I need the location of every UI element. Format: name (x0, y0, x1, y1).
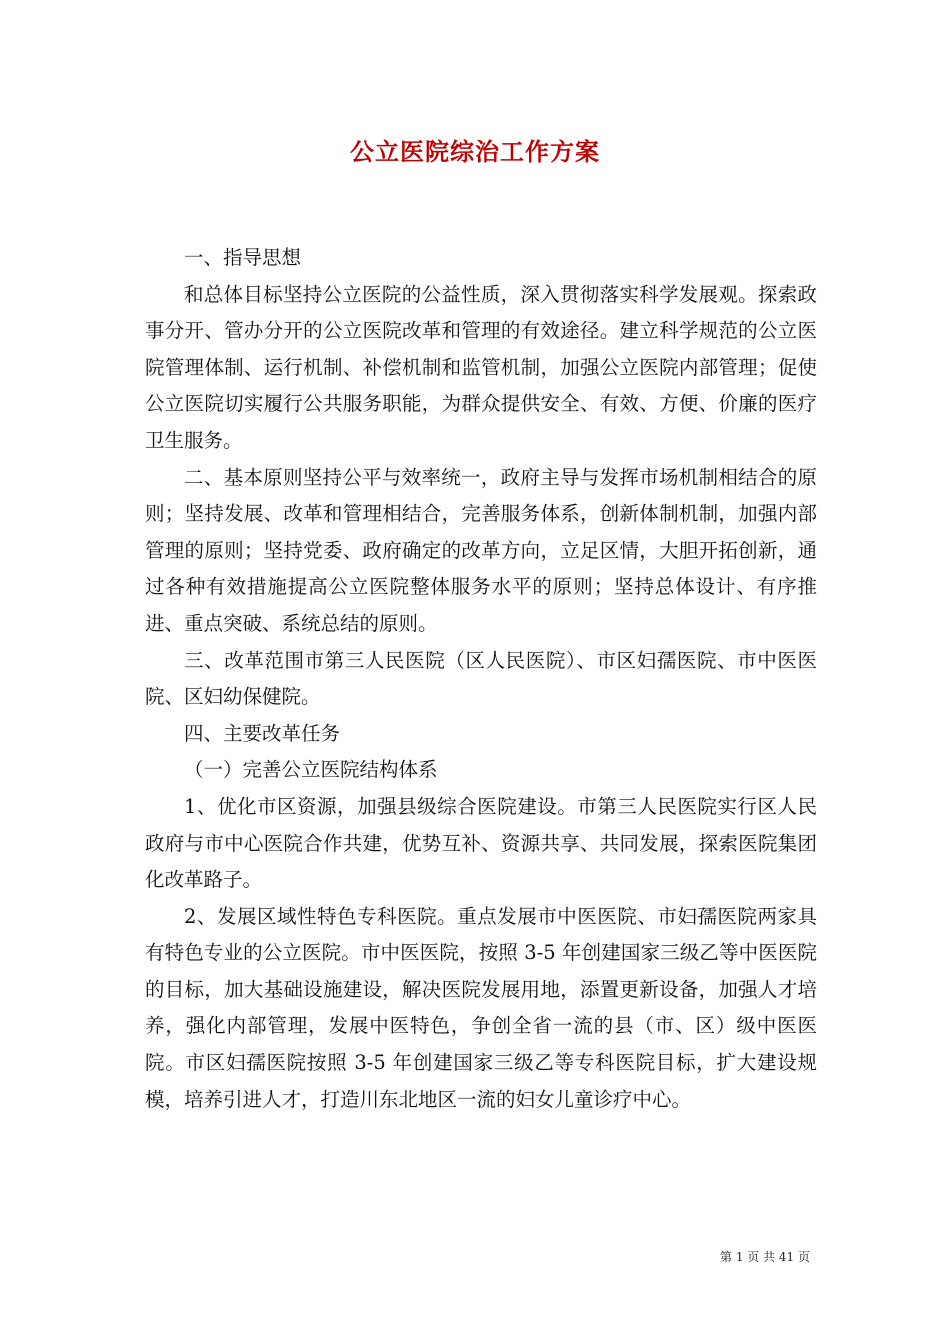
document-body (145, 240, 817, 1118)
paragraph-task-1: 1、优化市区资源，加强县级综合医院建设。市第三人民医院实行区人民政府与市中心医院合作共建，优势互补、资源共享、共同发展，探索医院集团化改革路子。 (145, 794, 817, 892)
document-title: 公立医院综治工作方案 (350, 137, 600, 166)
paragraph-basic-principles: 二、基本原则坚持公平与效率统一，政府主导与发挥市场机制相结合的原则；坚持发展、改革和管理相结合，完善服务体系，创新体制机制，加强内部管理的原则；坚持党委、政府确定的改革方向，立足区情，大胆开拓创新，通过各种有效措施提高公立医院整体服务水平的原则；坚持总体设计、有序推进、重点突破、系统总结的原则。 (145, 465, 817, 635)
paragraph-reform-scope: 三、改革范围市第三人民医院（区人民医院）、市区妇孺医院、市中医医院、区妇幼保健院。 (145, 648, 817, 709)
subsection-heading-structure: （一）完善公立医院结构体系 (184, 758, 438, 782)
paragraph-task-2: 2、发展区域性特色专科医院。重点发展市中医医院、市妇孺医院两家具有特色专业的公立医院。市中医医院，按照 3-5 年创建国家三级乙等中医医院的目标，加大基础设施建设，解决医院发展用地，添置更新设备，加强人才培养，强化内部管理，发展中医特色，争创全省一流的县（市、区）级中医医院。市区妇孺医院按照 3-5 年创建国家三级乙等专科医院目标，扩大建设规模，培养引进人才，打造川东北地区一流的妇女儿童诊疗中心。 (145, 904, 817, 1111)
section-heading-guiding-ideology: 一、指导思想 (184, 246, 302, 269)
page-number: 第 1 页 共 41 页 (720, 1250, 810, 1264)
paragraph-overall-goal: 和总体目标坚持公立医院的公益性质，深入贯彻落实科学发展观。探索政事分开、管办分开的公立医院改革和管理的有效途径。建立科学规范的公立医院管理体制、运行机制、补偿机制和监管机制，加强公立医院内部管理；促使公立医院切实履行公共服务职能，为群众提供安全、有效、方便、价廉的医疗卫生服务。 (145, 282, 817, 452)
section-heading-main-tasks: 四、主要改革任务 (184, 721, 341, 745)
